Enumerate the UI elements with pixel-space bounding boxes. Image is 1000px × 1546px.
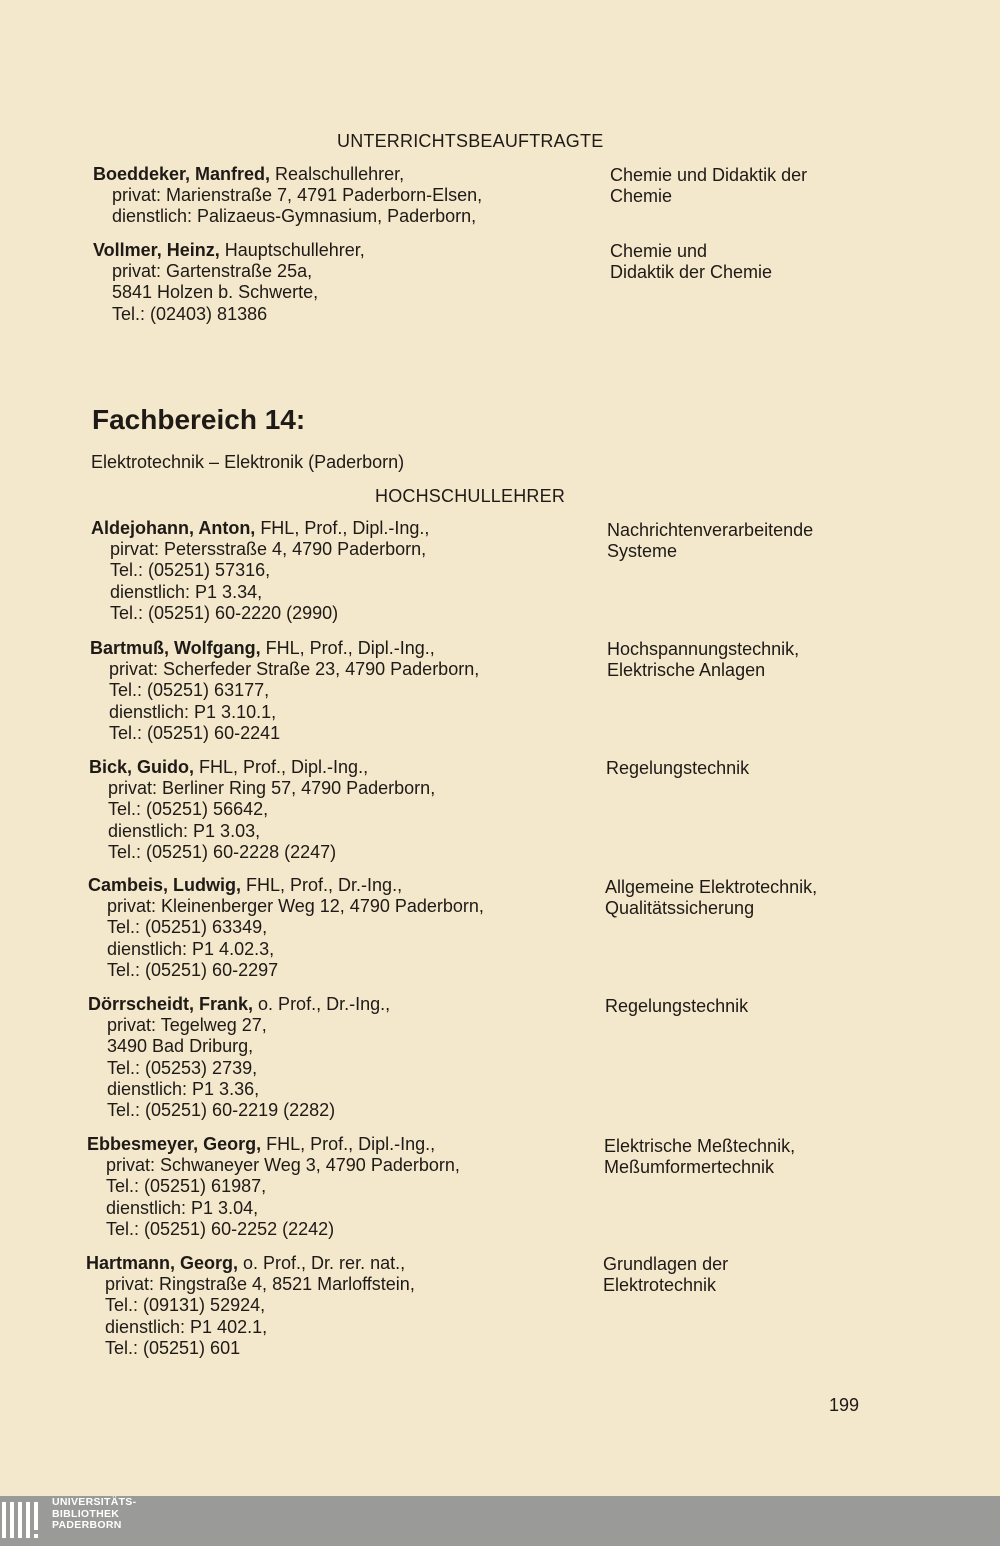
person-name: Hartmann, Georg, (86, 1253, 239, 1273)
person-detail-line: 3490 Bad Driburg, (107, 1036, 254, 1057)
logo-line: PADERBORN (52, 1519, 122, 1531)
person-block (89, 757, 435, 863)
person-title: FHL, Prof., Dipl.-Ing., (255, 518, 430, 538)
person-detail-line: Tel.: (05251) 60-2241 (109, 722, 281, 743)
person-title: Realschullehrer, (270, 164, 405, 184)
person-detail-line: dienstlich: P1 3.36, (107, 1078, 260, 1099)
subject-line: Regelungstechnik (606, 758, 750, 778)
person-detail-line: dienstlich: P1 3.04, (106, 1197, 259, 1218)
subject-line: Hochspannungstechnik, (607, 639, 800, 659)
person-detail-line: dienstlich: P1 4.02.3, (107, 938, 275, 959)
person-title: FHL, Prof., Dipl.-Ing., (261, 1134, 436, 1154)
person-detail-line: dienstlich: Palizaeus-Gymnasium, Paderborn, (112, 206, 477, 227)
person-name: Bick, Guido, (89, 757, 195, 777)
person-title: o. Prof., Dr.-Ing., (253, 994, 391, 1014)
subject-block (610, 165, 807, 207)
fachbereich-subtitle: Elektrotechnik – Elektronik (Paderborn) (91, 452, 405, 472)
person-detail-line: dienstlich: P1 3.34, (110, 581, 263, 602)
fachbereich-title: Fachbereich 14: (92, 404, 306, 435)
subject-block (607, 520, 813, 562)
subject-line: Chemie und Didaktik der (610, 165, 808, 185)
person-detail-line: privat: Marienstraße 7, 4791 Paderborn-Elsen, (112, 185, 483, 206)
person-detail-line: Tel.: (05251) 63177, (109, 680, 270, 701)
person-detail-line: privat: Scherfeder Straße 23, 4790 Paderborn, (109, 659, 480, 680)
subject-block (605, 877, 817, 919)
subject-block (606, 758, 749, 779)
person-detail-line: Tel.: (05251) 63349, (107, 917, 268, 938)
person-detail-line: Tel.: (05251) 60-2228 (2247) (108, 841, 337, 862)
subject-line: Grundlagen der (603, 1254, 729, 1274)
person-detail-line: dienstlich: P1 3.03, (108, 820, 261, 841)
person-detail-line: privat: Berliner Ring 57, 4790 Paderborn, (108, 778, 436, 799)
person-title: FHL, Prof., Dipl.-Ing., (260, 638, 435, 658)
subject-line: Meßumformertechnik (604, 1157, 775, 1178)
person-name: Cambeis, Ludwig, (88, 875, 242, 895)
person-detail-line: privat: Gartenstraße 25a, (112, 261, 313, 282)
person-detail-line: Tel.: (05251) 57316, (110, 560, 271, 581)
person-detail-line: privat: Tegelweg 27, (107, 1015, 267, 1036)
subject-line: Allgemeine Elektrotechnik, (605, 877, 818, 897)
person-block (86, 1253, 415, 1359)
person-detail-line: privat: Kleinenberger Weg 12, 4790 Paderborn, (107, 896, 484, 917)
subject-line: Qualitätssicherung (605, 898, 755, 919)
page-number: 199 (829, 1395, 860, 1415)
person-name: Ebbesmeyer, Georg, (87, 1134, 262, 1154)
person-title: o. Prof., Dr. rer. nat., (238, 1253, 406, 1273)
person-block (87, 1134, 460, 1240)
subject-block (603, 1254, 728, 1296)
subject-block (607, 639, 799, 681)
person-detail-line: Tel.: (09131) 52924, (105, 1295, 266, 1316)
subject-block (610, 241, 772, 283)
library-logo-text (52, 1497, 136, 1532)
subject-block (605, 996, 748, 1017)
logo-line: UNIVERSITÄTS- (52, 1496, 137, 1508)
person-title: FHL, Prof., Dipl.-Ing., (194, 757, 369, 777)
person-block (93, 164, 482, 228)
person-detail-line: dienstlich: P1 402.1, (105, 1316, 268, 1337)
person-name: Bartmuß, Wolfgang, (90, 638, 261, 658)
person-detail-line: Tel.: (05251) 60-2220 (2990) (110, 602, 339, 623)
person-name: Dörrscheidt, Frank, (88, 994, 254, 1014)
person-block (88, 875, 484, 981)
subject-line: Elektrotechnik (603, 1275, 717, 1296)
person-title: Hauptschullehrer, (219, 240, 365, 260)
subject-block (604, 1136, 795, 1178)
person-detail-line: privat: Schwaneyer Weg 3, 4790 Paderborn, (106, 1155, 460, 1176)
person-block (90, 638, 479, 744)
subject-line: Elektrische Meßtechnik, (604, 1136, 796, 1156)
subject-line: Didaktik der Chemie (610, 262, 773, 283)
person-title: FHL, Prof., Dr.-Ing., (241, 875, 403, 895)
section-heading-unterrichtsbeauftragte: UNTERRICHTSBEAUFTRAGTE (337, 131, 604, 151)
person-detail-line: Tel.: (02403) 81386 (112, 303, 268, 324)
person-detail-line: dienstlich: P1 3.10.1, (109, 701, 277, 722)
person-block (93, 240, 365, 325)
person-name: Aldejohann, Anton, (91, 518, 256, 538)
person-detail-line: Tel.: (05251) 60-2219 (2282) (107, 1100, 336, 1121)
person-detail-line: 5841 Holzen b. Schwerte, (112, 282, 319, 303)
person-detail-line: Tel.: (05251) 56642, (108, 799, 269, 820)
person-detail-line: Tel.: (05251) 60-2252 (2242) (106, 1218, 335, 1239)
person-detail-line: Tel.: (05251) 60-2297 (107, 959, 279, 980)
subject-line: Nachrichtenverarbeitende (607, 520, 814, 540)
section-heading-hochschullehrer: HOCHSCHULLEHRER (375, 486, 566, 506)
person-detail-line: privat: Ringstraße 4, 8521 Marloffstein, (105, 1274, 415, 1295)
subject-line: Elektrische Anlagen (607, 660, 766, 681)
person-detail-line: Tel.: (05251) 61987, (106, 1176, 267, 1197)
subject-line: Regelungstechnik (605, 996, 749, 1016)
subject-line: Chemie und (610, 241, 708, 261)
subject-line: Chemie (610, 186, 673, 207)
person-name: Boeddeker, Manfred, (93, 164, 271, 184)
person-detail-line: Tel.: (05251) 601 (105, 1337, 241, 1358)
person-block (91, 518, 429, 624)
person-detail-line: Tel.: (05253) 2739, (107, 1057, 258, 1078)
person-detail-line: pirvat: Petersstraße 4, 4790 Paderborn, (110, 539, 427, 560)
footer-bar (0, 1496, 1000, 1546)
library-logo-icon (2, 1498, 46, 1542)
logo-line: BIBLIOTHEK (52, 1507, 120, 1520)
person-name: Vollmer, Heinz, (93, 240, 220, 260)
subject-line: Systeme (607, 541, 678, 562)
person-block (88, 994, 390, 1121)
